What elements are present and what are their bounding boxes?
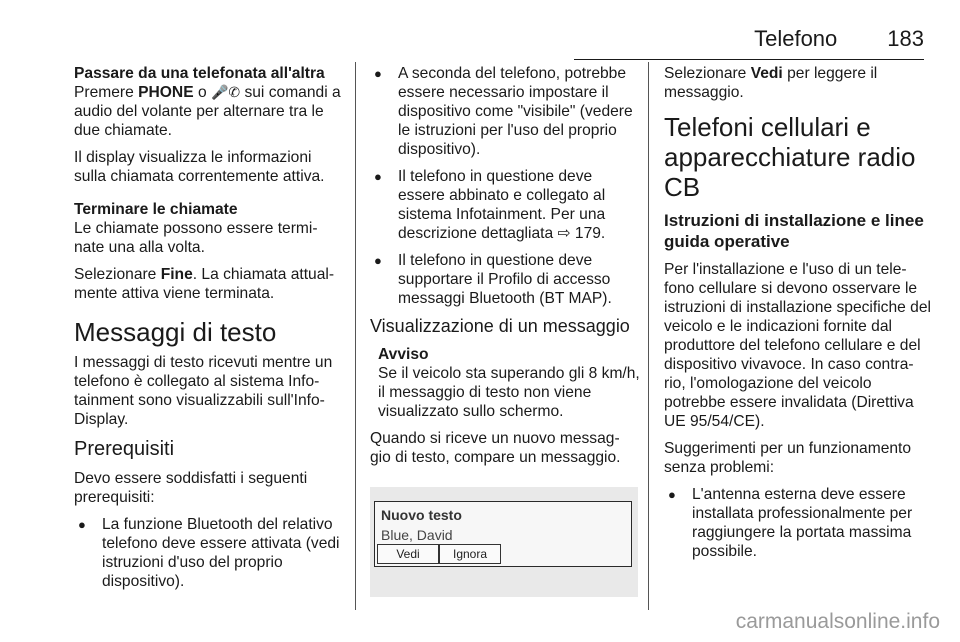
bullet-list: [74, 515, 344, 591]
popup-title: Nuovo testo: [381, 507, 462, 523]
paragraph: Selezionare Fine. La chiamata attual-mente attiva viene terminata.: [74, 266, 335, 302]
bullet-list: [664, 485, 932, 561]
section-title: Telefono: [754, 26, 838, 51]
notice-box: [370, 345, 640, 421]
paragraph: Devo essere soddisfatti i seguenti prerequisiti:: [74, 470, 308, 506]
vedi-label: Vedi: [750, 65, 783, 82]
column-1: [74, 64, 344, 599]
subsection-heading: Istruzioni di installazione e linee guida operative: [664, 211, 924, 251]
popup-sender: Blue, David: [381, 527, 453, 543]
list-item: ● La funzione Bluetooth del relativo telefono deve essere attivata (vedi istruzioni d'uso del proprio dispositivo).: [74, 515, 344, 591]
section-heading: Messaggi di testo: [74, 317, 277, 347]
message-popup: [374, 501, 632, 567]
popup-buttons: [377, 544, 501, 564]
subsection-heading: Visualizzazione di un messaggio: [370, 316, 630, 336]
page-number: 183: [887, 26, 924, 51]
header-rule: [574, 59, 924, 60]
paragraph: Le chiamate possono essere termi-nate una alla volta.: [74, 220, 318, 256]
view-button[interactable]: Vedi: [377, 544, 439, 564]
notice-title: Avviso: [378, 346, 429, 363]
paragraph: Quando si riceve un nuovo messag-gio di testo, compare un messaggio.: [370, 430, 621, 466]
list-item: ● Il telefono in questione deve supportare il Profilo di accesso messaggi Bluetooth (BT MAP).: [370, 251, 640, 308]
notice-text: Se il veicolo sta superando gli 8 km/h, il messaggio di testo non viene visualizzato sullo schermo.: [378, 365, 640, 420]
column-divider: [355, 62, 356, 610]
paragraph: Il display visualizza le informazioni sulla chiamata correntemente attiva.: [74, 149, 325, 185]
bullet-list: [370, 64, 640, 308]
paragraph: Suggerimenti per un funzionamento senza problemi:: [664, 440, 912, 476]
subsection-heading: Prerequisiti: [74, 438, 175, 460]
subheading: Terminare le chiamate: [74, 201, 238, 218]
paragraph: Premere PHONE o 🎤✆ sui comandi a audio del volante per alternare tra le due chiamate.: [74, 84, 341, 139]
paragraph: Per l'installazione e l'uso di un tele-fono cellulare si devono osservare le istruzioni di installazione specifiche del veicolo e le indicazioni fornite dal produttore del telefono cellulare e del dispositivo vivavoce. In caso contra-rio, l'omologazione del veicolo potrebbe essere invalidata (Direttiva UE 95/54/CE).: [664, 261, 931, 430]
paragraph: Selezionare Vedi per leggere il messaggio.: [664, 65, 878, 101]
subheading: Passare da una telefonata all'altra: [74, 65, 325, 82]
phone-key-label: PHONE: [138, 84, 194, 101]
list-item: ● Il telefono in questione deve essere abbinato e collegato al sistema Infotainment. Per una descrizione dettagliata ⇨ 179.: [370, 167, 640, 243]
fine-label: Fine: [160, 266, 193, 283]
column-3: [664, 64, 932, 569]
section-heading: Telefoni cellulari e apparecchiature radio CB: [664, 112, 916, 202]
paragraph: I messaggi di testo ricevuti mentre un telefono è collegato al sistema Info-tainment sono visualizzabili sull'Info-Display.: [74, 354, 333, 428]
list-item: ● A seconda del telefono, potrebbe essere necessario impostare il dispositivo come "visibile" (vedere le istruzioni per l'uso del proprio dispositivo).: [370, 64, 640, 159]
display-screenshot: [370, 487, 638, 597]
phone-mic-icon: 🎤✆: [210, 84, 241, 100]
page-header: [754, 26, 924, 52]
list-item: ● L'antenna esterna deve essere installata professionalmente per raggiungere la portata massima possibile.: [664, 485, 932, 561]
column-divider: [648, 62, 649, 610]
watermark: carmanualsonline.info: [735, 610, 940, 633]
ignore-button[interactable]: Ignora: [439, 544, 501, 564]
column-2: [370, 64, 640, 597]
